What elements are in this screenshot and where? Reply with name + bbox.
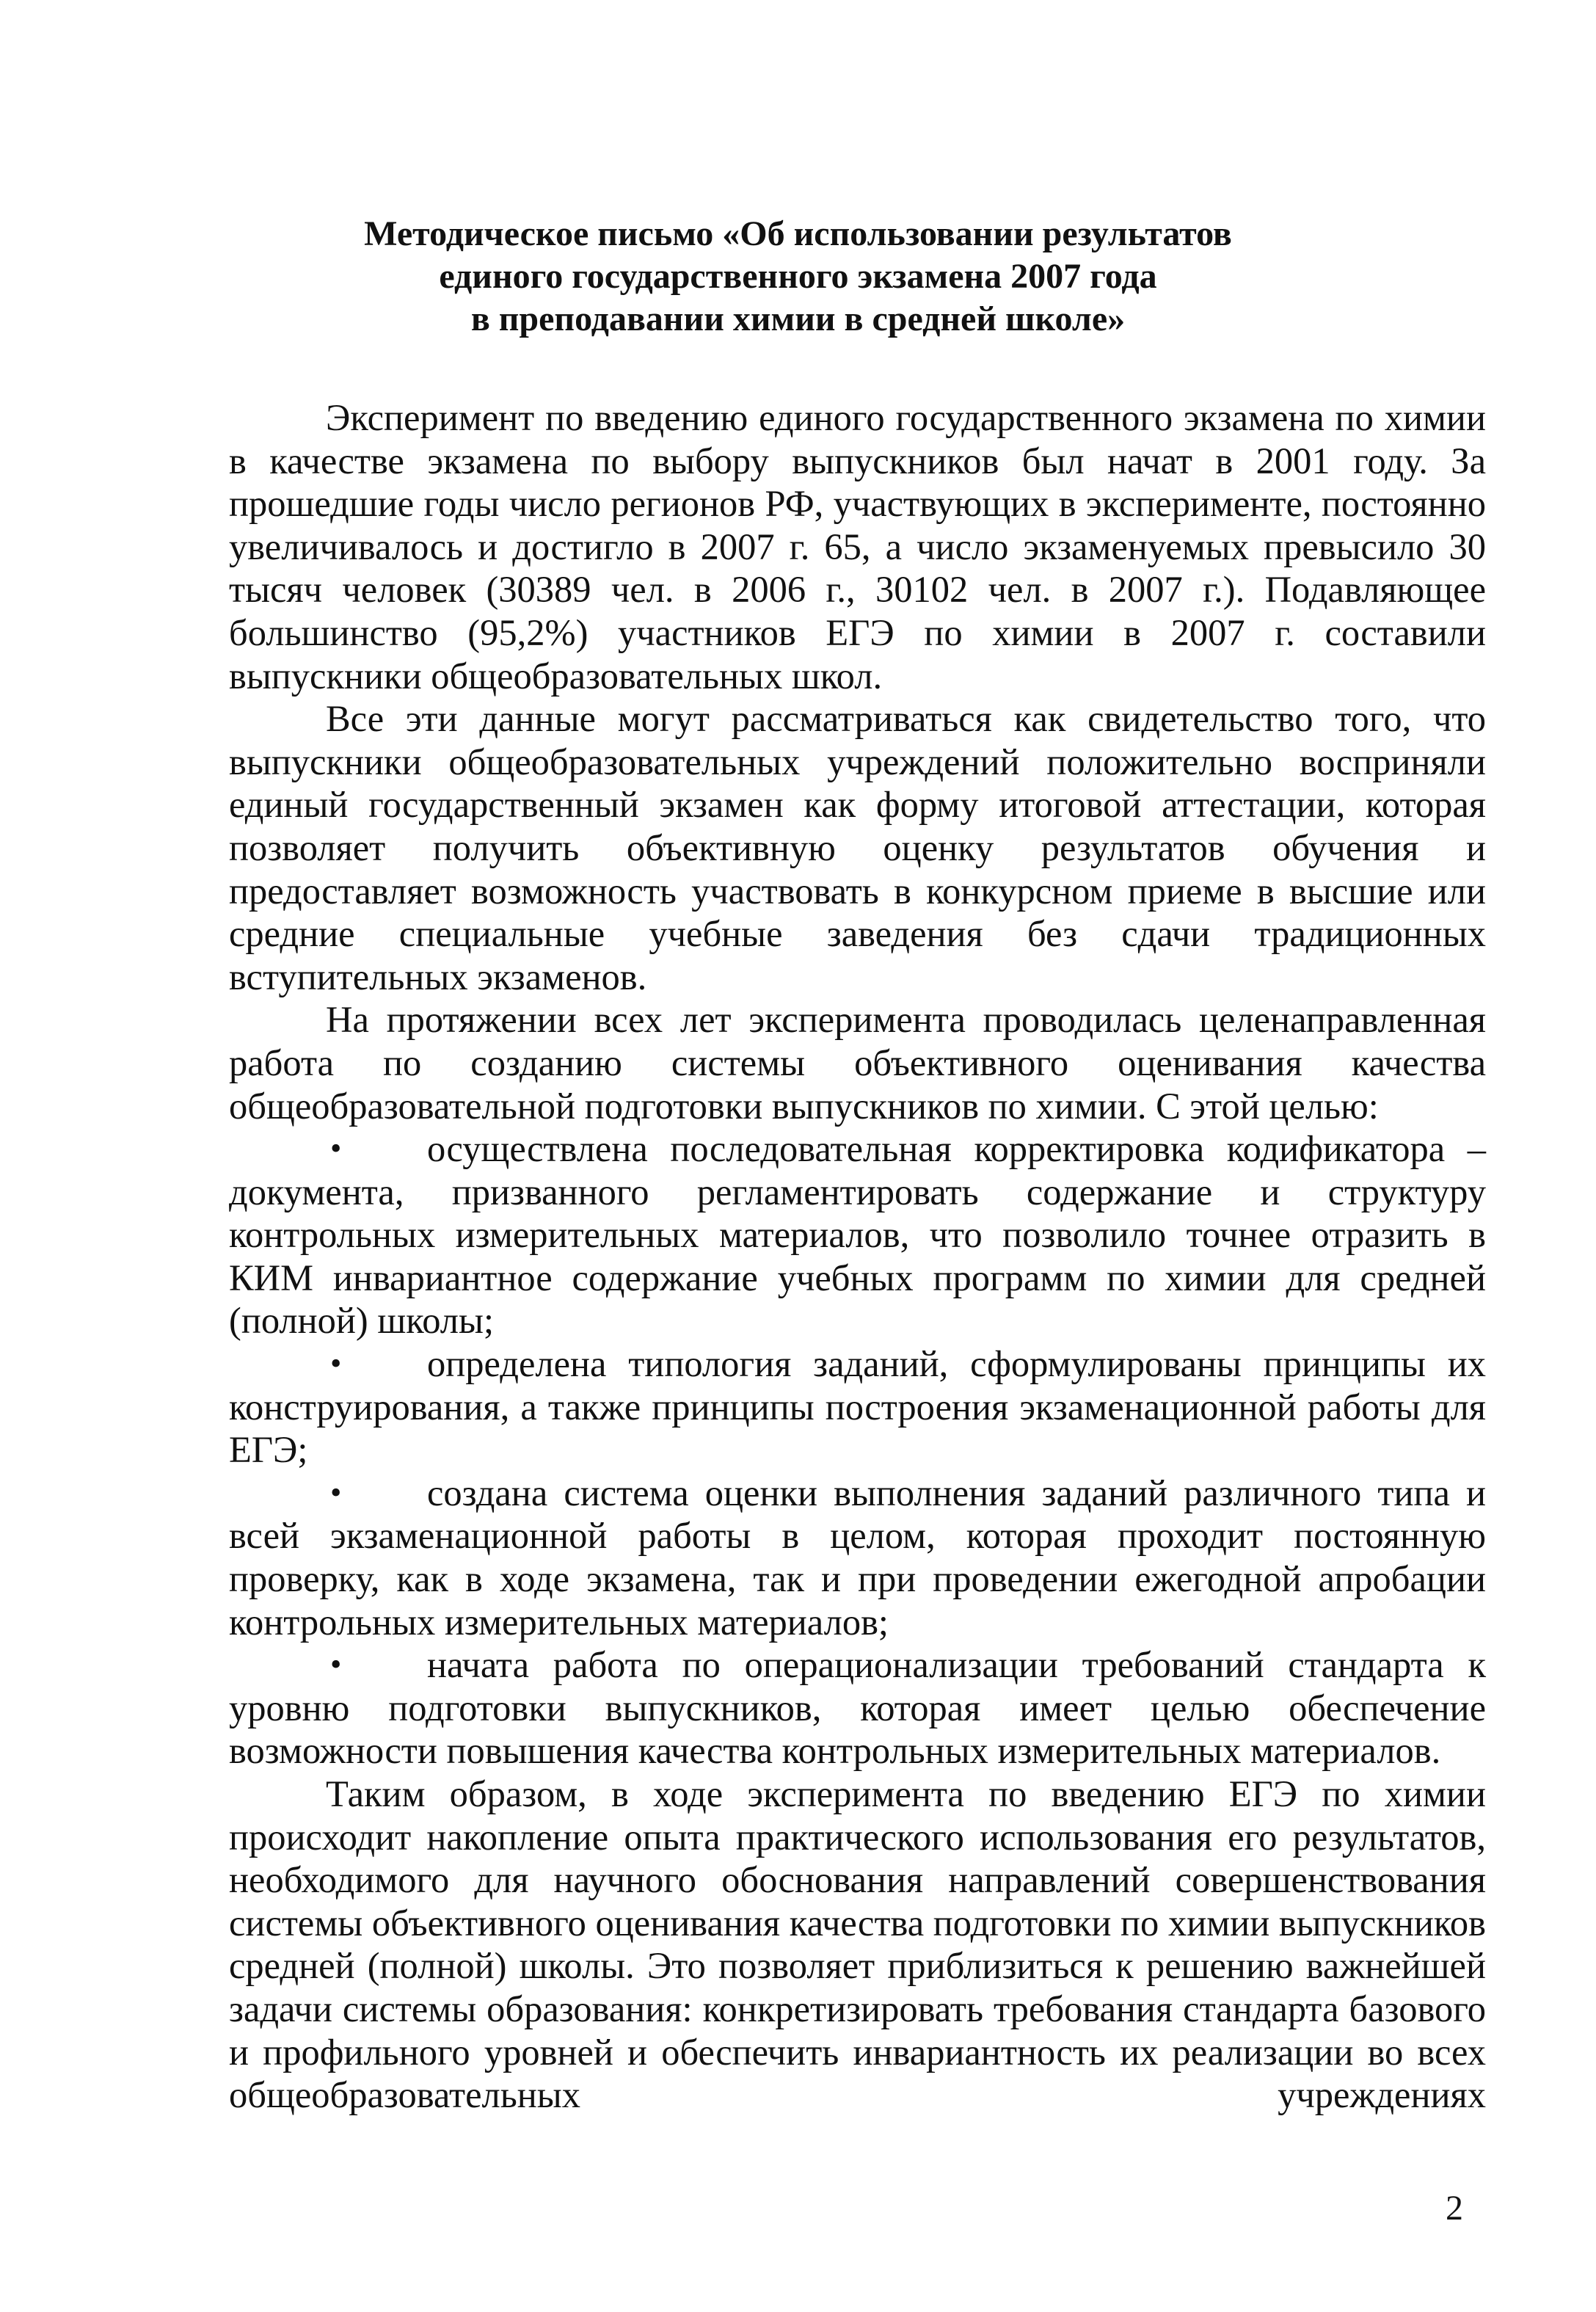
bullet-text-3: создана система оценки выполнения заданий различного типа и всей экзаменационной работы в целом, которая проходит постоянную проверку, как в ходе экзамена, так и при проведении ежегодной апробации контрольных измерительных материалов; xyxy=(229,1472,1486,1643)
title-line-1: Методическое письмо «Об использовании результатов xyxy=(364,214,1232,253)
bullet-text-4: начата работа по операционализации требований стандарта к уровню подготовки выпускников, которая имеет целью обеспечение возможности повышения качества контрольных измерительных материалов. xyxy=(229,1644,1486,1772)
paragraph-1: Эксперимент по введению единого государственного экзамена по химии в качестве экзамена по выбору выпускников был начат в 2001 году. За прошедшие годы число регионов РФ, участвующих в эксперименте, постоянно увеличивалось и достигло в 2007 г. 65, а число экзаменуемых превысило 30 тысяч человек (30389 чел. в 2006 г., 30102 чел. в 2007 г.). Подавляющее большинство (95,2%) участников ЕГЭ по химии в 2007 г. составили выпускники общеобразовательных школ. xyxy=(229,397,1486,697)
paragraph-4: Таким образом, в ходе эксперимента по введению ЕГЭ по химии происходит накопление опыта практического использования его результатов, необходимого для научного обоснования направлений совершенствования системы объективного оценивания качества подготовки по химии выпускников средней (полной) школы. Это позволяет приблизиться к решению важнейшей задачи системы образования: конкретизировать требования стандарта базового и профильного уровней и обеспечить инвариантность их реализации во всех общеобразовательных учреждениях xyxy=(229,1773,1486,2116)
title-line-3: в преподавании химии в средней школе» xyxy=(470,299,1126,338)
bullet-dot-icon: • xyxy=(330,1345,342,1382)
title-line-2: единого государственного экзамена 2007 года xyxy=(439,257,1157,296)
bullet-dot-icon: • xyxy=(330,1474,342,1511)
paragraph-3: На протяжении всех лет эксперимента проводилась целенаправленная работа по созданию системы объективного оценивания качества общеобразовательной подготовки выпускников по химии. С этой целью: xyxy=(229,999,1486,1127)
bullet-item-4 xyxy=(229,1643,1486,1773)
bullet-item-1 xyxy=(229,1127,1486,1342)
bullet-dot-icon: • xyxy=(330,1130,342,1167)
bullet-text-2: определена типология заданий, сформулированы принципы их конструирования, а также принципы построения экзаменационной работы для ЕГЭ; xyxy=(229,1343,1486,1471)
document-body xyxy=(229,396,1486,2117)
paragraph-2: Все эти данные могут рассматриваться как свидетельство того, что выпускники общеобразовательных учреждений положительно восприняли единый государственный экзамен как форму итоговой аттестации, которая позволяет получить объективную оценку результатов обучения и предоставляет возможность участвовать в конкурсном приеме в высшие или средние специальные учебные заведения без сдачи традиционных вступительных экзаменов. xyxy=(229,698,1486,997)
bullet-text-1: осуществлена последовательная корректировка кодификатора – документа, призванного регламентировать содержание и структуру контрольных измерительных материалов, что позволило точнее отразить в КИМ инвариантное содержание учебных программ по химии для средней (полной) школы; xyxy=(229,1128,1486,1342)
bullet-item-2 xyxy=(229,1342,1486,1472)
document-title xyxy=(0,213,1596,341)
bullet-item-3 xyxy=(229,1472,1486,1643)
bullet-dot-icon: • xyxy=(330,1646,342,1683)
page-number: 2 xyxy=(1446,2189,1463,2228)
